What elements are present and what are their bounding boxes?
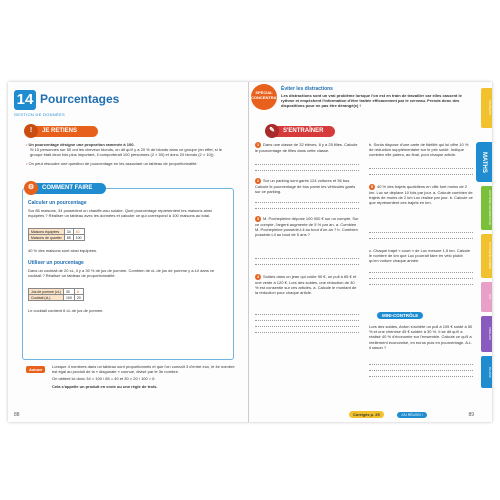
astuce-badge: Astuce — [26, 366, 45, 373]
lesson-number: 14 — [14, 90, 36, 110]
answer-line — [369, 174, 473, 175]
calculer-result: 40 % des maisons sont ainsi équipées. — [28, 248, 98, 253]
je-retiens-text: • Un pourcentage désigne une proportion ramenée à 100. Si 10 personnes sur 50 ont les cheveux blonds, on dit qu'il y a 20 % de blonds dans ce groupe (en effet, si le groupe était deux fois plus important, il comporterait 100 personnes (2 × 50) et donc 20 blonds (2 × 10)). • On peut résoudre une question de pourcentage en les associant un tableau de proportionnalité. — [26, 142, 222, 166]
utiliser-text: Dans un cocktail de 20 cL, il y a 30 % de jus de pomme. Combien de cL de jus de pomme y a-t-il dans ce cocktail ? Réaliser un tableau de proportionnalité. — [28, 268, 215, 279]
page-number-right: 89 — [468, 412, 474, 418]
table-maisons — [28, 228, 85, 241]
table-cocktail — [28, 288, 84, 301]
je-retiens-header: ! JE RETIENS — [26, 126, 98, 137]
table-row: Maisons équipées 34 40 — [29, 229, 85, 235]
page-number-left: 88 — [14, 412, 20, 418]
book-spread — [8, 82, 492, 422]
answer-line — [255, 332, 359, 333]
pencil-icon: ✎ — [265, 124, 279, 138]
exercise-4: 4 Soldes dans un jean qui coûte 90 €, un pull à 65 € et une veste à 120 €. Lors des soldes, une réduction de 30 % est consentie sur ces articles. a. Calcule le montant de la réduction pour chaque article. — [255, 274, 357, 296]
utiliser-title: Utiliser un pourcentage — [28, 260, 84, 266]
exercise-2: 2 Sur un parking sont garés 124 voitures et 36 bus. Calcule le pourcentage de bus parmi les véhicules garés sur ce parking. — [255, 178, 356, 195]
answer-line — [369, 284, 473, 285]
answer-line — [255, 320, 359, 321]
concentration-badge: SPÉCIAL CONCENTRATION — [251, 84, 277, 110]
answer-line — [369, 232, 473, 233]
mini-controle-text: Lors des soldes, Anton s'achète un pull à 105 € soldé à 50 % et une chemise 45 € soldée à 30 %. Il se dit qu'il a réalisé 40 % d'économie sur l'ensemble. Calcule ce qu'il a réellement économisé, en euros puis en pourcentage. A-t-il raison ? — [369, 324, 473, 350]
exercise-1: 1 Dans une classe de 32 élèves, 8 y a 25 filles. Calcule le pourcentage de filles dans cette classe. — [255, 142, 358, 153]
answer-line — [255, 326, 359, 327]
lesson-title: Pourcentages — [40, 92, 120, 106]
calculer-text: Sur 85 maisons, 34 possèdent un chauffe-eau solaire. Quel pourcentage représentent les maisons ainsi équipées ? Réaliser un tableau avec les données et calculer ce qui correspond à 100 maisons au total. — [28, 208, 212, 219]
reussi-badge: J'AI RÉUSSI ! — [397, 412, 427, 418]
tab-histoire-geo[interactable]: HISTOIRE-GÉOGRAPHIE — [481, 186, 492, 230]
answer-line — [255, 202, 359, 203]
s-entrainer-header: ✎ S'ENTRAÎNER — [267, 126, 335, 137]
gear-icon: ⚙ — [24, 181, 38, 195]
concentration-text: Les distractions sont un vrai problème lorsque l'on est en train de travailler car elles cassent le rythme et empêchent l'information d'être traitée efficacement par le cerveau. Prends donc des dispositions pour ne pas être dérangé(e) ! — [281, 93, 462, 109]
answer-line — [255, 314, 359, 315]
concentration-title: Éviter les distractions — [281, 86, 333, 92]
answer-line — [369, 168, 473, 169]
corriges-link[interactable]: Corrigés p. 29 — [349, 411, 384, 418]
answer-line — [255, 164, 359, 165]
answer-line — [255, 264, 359, 265]
left-page — [8, 82, 249, 422]
exercise-5c: c. Chaque trajet « court » de Luc mesure 1,5 km. Calcule le nombre de km que Luc pourrait faire en vélo plutôt qu'en voiture chaque année. — [369, 248, 471, 264]
answer-line — [369, 376, 473, 377]
exercise-5: 5 40 % des trajets quotidiens en ville font moins de 2 km. Luc se déplace 10 fois par jour. a. Calcule combien de trajets de moins de 2 km Luc réalise par jour. b. Calcule ce que représentent ces trajets en km. — [369, 184, 473, 206]
answer-line — [369, 238, 473, 239]
utiliser-result: Le cocktail contient 6 cL de jus de pomme. — [28, 308, 104, 313]
answer-line — [369, 370, 473, 371]
answer-line — [255, 208, 359, 209]
comment-faire-header: ⚙ COMMENT FAIRE — [26, 183, 106, 194]
answer-line — [255, 170, 359, 171]
astuce-text: Lorsque 4 nombres dans un tableau sont proportionnels et que l'on connaît 3 d'entre eux, le 4e nombre est égal au produit de la « diagonale » connue, divisé par le 3e nombre. On obtient ici donc 34 × 100 / 85 = 40 et 30 × 20 / 100 = 6 Cela s'appelle un produit en croix ou une règle de trois. — [52, 364, 235, 389]
lightbulb-icon: ! — [24, 124, 38, 138]
calculer-title: Calculer un pourcentage — [28, 200, 87, 206]
table-row: Jus de pomme (cL) 30 6 — [29, 289, 84, 295]
exercise-3: 3 M. Pochepleine dépose 100 000 € sur un compte. Sur ce compte, l'argent augmente de 5 % par an. a. Combien M. Pochepleine possède-t-il au bout d'un an ? b. Combien possède-t-il au bout de 5 ans ? — [255, 216, 359, 238]
table-row: Cocktail (cL) 100 20 — [29, 295, 84, 301]
tab-anglais[interactable]: ANGLAIS — [481, 316, 492, 352]
tab-maths[interactable]: MATHS — [476, 142, 492, 182]
exercise-4b: b. Sonia dispose d'une carte de fidélité qui lui offre 10 % de réduction supplémentaire sur le prix soldé. Indique combien elle paiera, au final, pour chaque article. — [369, 142, 469, 158]
tab-physique-chimie[interactable]: PHYSIQUE-CHIMIE — [481, 234, 492, 278]
answer-line — [369, 272, 473, 273]
lesson-subtitle: GESTION DE DONNÉES — [14, 112, 65, 117]
answer-line — [255, 258, 359, 259]
mini-controle-header: MINI-CONTRÔLE — [377, 312, 423, 319]
tab-francais[interactable]: FRANÇAIS — [481, 88, 492, 128]
right-page — [249, 82, 492, 422]
tab-svt[interactable]: SVT — [481, 282, 492, 312]
tab-bilans[interactable]: BILANS — [481, 356, 492, 388]
answer-line — [369, 278, 473, 279]
table-row: Maisons de quartier 85 100 — [29, 235, 85, 241]
answer-line — [369, 364, 473, 365]
